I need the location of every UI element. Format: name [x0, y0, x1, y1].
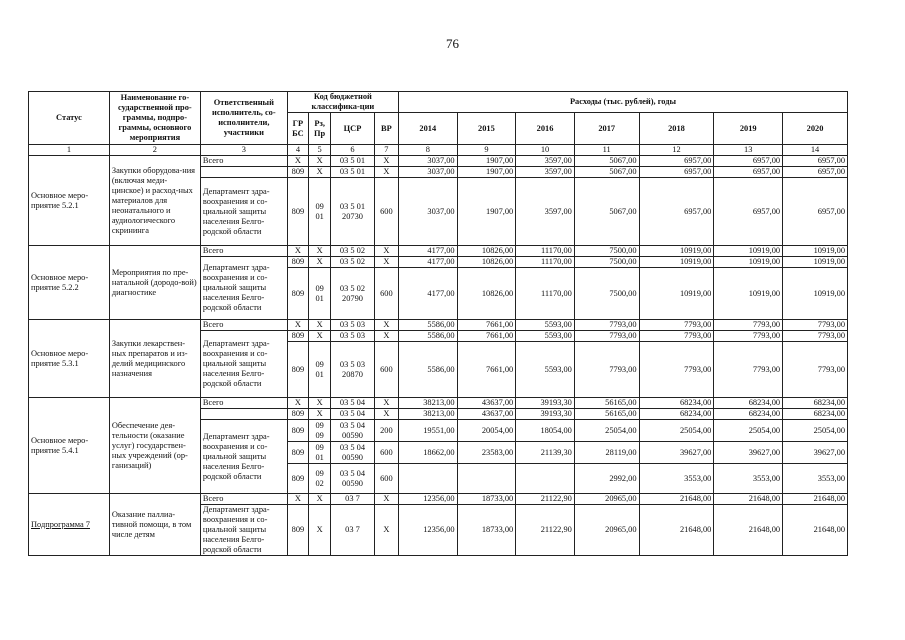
responsible-cell: [200, 409, 287, 420]
grbs-cell: 809: [287, 505, 308, 556]
amount-cell: 39627,00: [783, 442, 848, 464]
column-number: 6: [331, 145, 374, 156]
amount-cell: 7793,00: [574, 331, 639, 342]
column-number: 11: [574, 145, 639, 156]
amount-cell: 10919,00: [714, 246, 783, 257]
rzpr-cell: 09 01: [309, 442, 331, 464]
header-year: 2014: [398, 113, 457, 145]
amount-cell: 5586,00: [398, 320, 457, 331]
header-responsible: Ответственный исполнитель, со-исполнители, участники: [200, 92, 287, 145]
amount-cell: 10919,00: [639, 257, 714, 268]
amount-cell: 56165,00: [574, 409, 639, 420]
responsible-cell: Департамент здра-воохранения и со-циальной защиты населения Белго-родской области: [200, 420, 287, 494]
csr-cell: 03 5 04: [331, 398, 374, 409]
rzpr-cell: X: [309, 409, 331, 420]
vr-cell: X: [374, 246, 398, 257]
vr-cell: 600: [374, 342, 398, 398]
rzpr-cell: X: [309, 331, 331, 342]
vr-cell: 600: [374, 442, 398, 464]
amount-cell: 18733,00: [457, 494, 516, 505]
amount-cell: 4177,00: [398, 257, 457, 268]
table-body: [29, 156, 848, 556]
header-rzpr: Рз, Пр: [309, 113, 331, 145]
amount-cell: 7793,00: [714, 331, 783, 342]
responsible-cell: Департамент здра-воохранения и со-циальной защиты населения Белго-родской области: [200, 257, 287, 320]
rzpr-cell: 09 02: [309, 464, 331, 494]
table-row: [29, 246, 848, 257]
rzpr-cell: 09 01: [309, 268, 331, 320]
amount-cell: 5586,00: [398, 331, 457, 342]
csr-cell: 03 5 01: [331, 156, 374, 167]
amount-cell: 68234,00: [783, 398, 848, 409]
amount-cell: 10919,00: [783, 246, 848, 257]
amount-cell: 20054,00: [457, 420, 516, 442]
amount-cell: 6957,00: [783, 178, 848, 246]
column-number-row: [29, 145, 848, 156]
rzpr-cell: X: [309, 494, 331, 505]
grbs-cell: 809: [287, 420, 308, 442]
rzpr-cell: X: [309, 398, 331, 409]
header-year: 2017: [574, 113, 639, 145]
amount-cell: 10826,00: [457, 268, 516, 320]
amount-cell: 12356,00: [398, 494, 457, 505]
rzpr-cell: 09 01: [309, 342, 331, 398]
header-status: Статус: [29, 92, 110, 145]
amount-cell: 7500,00: [574, 257, 639, 268]
amount-cell: [398, 464, 457, 494]
grbs-cell: 809: [287, 178, 308, 246]
table-row: [29, 398, 848, 409]
csr-cell: 03 5 03 20870: [331, 342, 374, 398]
header-year: 2015: [457, 113, 516, 145]
amount-cell: [457, 464, 516, 494]
amount-cell: 21648,00: [639, 494, 714, 505]
amount-cell: 25054,00: [639, 420, 714, 442]
amount-cell: 21122,90: [516, 494, 575, 505]
column-number: 5: [309, 145, 331, 156]
responsible-cell: Всего: [200, 320, 287, 331]
amount-cell: 10826,00: [457, 246, 516, 257]
grbs-cell: X: [287, 494, 308, 505]
amount-cell: 28119,00: [574, 442, 639, 464]
amount-cell: 21648,00: [714, 505, 783, 556]
column-number: 4: [287, 145, 308, 156]
amount-cell: 3037,00: [398, 156, 457, 167]
amount-cell: 3553,00: [639, 464, 714, 494]
column-number: 1: [29, 145, 110, 156]
amount-cell: 19551,00: [398, 420, 457, 442]
vr-cell: X: [374, 257, 398, 268]
amount-cell: 68234,00: [714, 398, 783, 409]
csr-cell: 03 7: [331, 505, 374, 556]
column-number: 9: [457, 145, 516, 156]
amount-cell: [516, 464, 575, 494]
amount-cell: 43637,00: [457, 409, 516, 420]
amount-cell: 68234,00: [639, 409, 714, 420]
column-number: 10: [516, 145, 575, 156]
csr-cell: 03 5 03: [331, 320, 374, 331]
amount-cell: 10919,00: [714, 257, 783, 268]
vr-cell: X: [374, 505, 398, 556]
csr-cell: 03 5 03: [331, 331, 374, 342]
grbs-cell: 809: [287, 331, 308, 342]
header-year: 2018: [639, 113, 714, 145]
program-name-cell: Закупки оборудова-ния (включая меди-цинское) и расход-ных материалов для неонатального и аудиологического скрининга: [109, 156, 200, 246]
csr-cell: 03 5 01 20730: [331, 178, 374, 246]
column-number: 8: [398, 145, 457, 156]
amount-cell: 20965,00: [574, 494, 639, 505]
amount-cell: 3553,00: [783, 464, 848, 494]
responsible-cell: Всего: [200, 246, 287, 257]
amount-cell: 5067,00: [574, 167, 639, 178]
amount-cell: 5593,00: [516, 320, 575, 331]
csr-cell: 03 5 02: [331, 246, 374, 257]
budget-table: [28, 91, 848, 556]
responsible-cell: Департамент здра-воохранения и со-циальной защиты населения Белго-родской области: [200, 505, 287, 556]
amount-cell: 18733,00: [457, 505, 516, 556]
column-number: 12: [639, 145, 714, 156]
vr-cell: X: [374, 167, 398, 178]
amount-cell: 6957,00: [783, 156, 848, 167]
amount-cell: 7793,00: [783, 320, 848, 331]
column-number: 7: [374, 145, 398, 156]
amount-cell: 10919,00: [783, 268, 848, 320]
amount-cell: 10919,00: [639, 268, 714, 320]
amount-cell: 10919,00: [639, 246, 714, 257]
amount-cell: 4177,00: [398, 268, 457, 320]
csr-cell: 03 5 01: [331, 167, 374, 178]
amount-cell: 25054,00: [714, 420, 783, 442]
rzpr-cell: X: [309, 257, 331, 268]
status-cell: Основное меро-приятие 5.2.1: [29, 156, 110, 246]
amount-cell: 68234,00: [639, 398, 714, 409]
amount-cell: 6957,00: [639, 178, 714, 246]
amount-cell: 18054,00: [516, 420, 575, 442]
grbs-cell: 809: [287, 409, 308, 420]
amount-cell: 6957,00: [639, 167, 714, 178]
amount-cell: 11170,00: [516, 246, 575, 257]
csr-cell: 03 5 04 00590: [331, 464, 374, 494]
csr-cell: 03 7: [331, 494, 374, 505]
amount-cell: 5067,00: [574, 156, 639, 167]
amount-cell: 7793,00: [639, 331, 714, 342]
header-year: 2020: [783, 113, 848, 145]
responsible-cell: Всего: [200, 494, 287, 505]
program-name-cell: Оказание паллиа-тивной помощи, в том числе детям: [109, 494, 200, 556]
amount-cell: 5586,00: [398, 342, 457, 398]
amount-cell: 3553,00: [714, 464, 783, 494]
header-year: 2016: [516, 113, 575, 145]
amount-cell: 6957,00: [783, 167, 848, 178]
amount-cell: 3597,00: [516, 167, 575, 178]
rzpr-cell: 09 01: [309, 178, 331, 246]
responsible-cell: Департамент здра-воохранения и со-циальной защиты населения Белго-родской области: [200, 331, 287, 398]
amount-cell: 21648,00: [714, 494, 783, 505]
status-cell: Подпрограмма 7: [29, 494, 110, 556]
header-csr: ЦСР: [331, 113, 374, 145]
column-number: 3: [200, 145, 287, 156]
grbs-cell: X: [287, 156, 308, 167]
amount-cell: 39627,00: [714, 442, 783, 464]
amount-cell: 5593,00: [516, 342, 575, 398]
vr-cell: X: [374, 320, 398, 331]
grbs-cell: X: [287, 398, 308, 409]
status-cell: Основное меро-приятие 5.3.1: [29, 320, 110, 398]
amount-cell: 6957,00: [639, 156, 714, 167]
rzpr-cell: X: [309, 167, 331, 178]
header-expenses: Расходы (тыс. рублей), годы: [398, 92, 847, 113]
program-name-cell: Мероприятия по пре-натальной (дородо-вой) диагностике: [109, 246, 200, 320]
amount-cell: 7793,00: [574, 342, 639, 398]
amount-cell: 21648,00: [639, 505, 714, 556]
responsible-cell: Всего: [200, 398, 287, 409]
grbs-cell: 809: [287, 442, 308, 464]
column-number: 14: [783, 145, 848, 156]
header-vr: ВР: [374, 113, 398, 145]
column-number: 13: [714, 145, 783, 156]
amount-cell: 18662,00: [398, 442, 457, 464]
responsible-cell: [200, 167, 287, 178]
amount-cell: 10919,00: [714, 268, 783, 320]
grbs-cell: 809: [287, 342, 308, 398]
column-number: 2: [109, 145, 200, 156]
amount-cell: 39193,30: [516, 409, 575, 420]
amount-cell: 7500,00: [574, 268, 639, 320]
amount-cell: 7661,00: [457, 342, 516, 398]
amount-cell: 25054,00: [783, 420, 848, 442]
amount-cell: 38213,00: [398, 409, 457, 420]
responsible-cell: Всего: [200, 156, 287, 167]
amount-cell: 39193,30: [516, 398, 575, 409]
amount-cell: 6957,00: [714, 178, 783, 246]
amount-cell: 21648,00: [783, 494, 848, 505]
rzpr-cell: X: [309, 156, 331, 167]
vr-cell: 600: [374, 178, 398, 246]
amount-cell: 4177,00: [398, 246, 457, 257]
vr-cell: 600: [374, 268, 398, 320]
amount-cell: 11170,00: [516, 268, 575, 320]
header-program-name: Наименование го-сударственной про-граммы, подпро-граммы, основного мероприятия: [109, 92, 200, 145]
amount-cell: 3037,00: [398, 167, 457, 178]
grbs-cell: 809: [287, 464, 308, 494]
amount-cell: 68234,00: [714, 409, 783, 420]
header-budget-code: Код бюджетной классифика-ции: [287, 92, 398, 113]
csr-cell: 03 5 04 00590: [331, 442, 374, 464]
amount-cell: 6957,00: [714, 156, 783, 167]
table-row: [29, 156, 848, 167]
table-row: [29, 320, 848, 331]
csr-cell: 03 5 02 20790: [331, 268, 374, 320]
amount-cell: 6957,00: [714, 167, 783, 178]
grbs-cell: 809: [287, 257, 308, 268]
amount-cell: 3597,00: [516, 156, 575, 167]
amount-cell: 3037,00: [398, 178, 457, 246]
csr-cell: 03 5 04 00590: [331, 420, 374, 442]
page-number: 76: [446, 36, 459, 51]
amount-cell: 1907,00: [457, 178, 516, 246]
csr-cell: 03 5 04: [331, 409, 374, 420]
status-cell: Основное меро-приятие 5.2.2: [29, 246, 110, 320]
rzpr-cell: X: [309, 246, 331, 257]
amount-cell: 56165,00: [574, 398, 639, 409]
amount-cell: 21648,00: [783, 505, 848, 556]
vr-cell: X: [374, 331, 398, 342]
amount-cell: 7793,00: [639, 320, 714, 331]
vr-cell: 200: [374, 420, 398, 442]
amount-cell: 3597,00: [516, 178, 575, 246]
amount-cell: 5067,00: [574, 178, 639, 246]
vr-cell: X: [374, 494, 398, 505]
vr-cell: X: [374, 398, 398, 409]
amount-cell: 10919,00: [783, 257, 848, 268]
program-name-cell: Закупки лекарствен-ных препаратов и из-делий медицинского назначения: [109, 320, 200, 398]
amount-cell: 12356,00: [398, 505, 457, 556]
amount-cell: 68234,00: [783, 409, 848, 420]
rzpr-cell: 09 09: [309, 420, 331, 442]
rzpr-cell: X: [309, 320, 331, 331]
amount-cell: 11170,00: [516, 257, 575, 268]
responsible-cell: Департамент здра-воохранения и со-циальной защиты населения Белго-родской области: [200, 178, 287, 246]
table-row: [29, 494, 848, 505]
amount-cell: 10826,00: [457, 257, 516, 268]
amount-cell: 2992,00: [574, 464, 639, 494]
amount-cell: 43637,00: [457, 398, 516, 409]
amount-cell: 5593,00: [516, 331, 575, 342]
vr-cell: X: [374, 409, 398, 420]
grbs-cell: 809: [287, 167, 308, 178]
amount-cell: 20965,00: [574, 505, 639, 556]
amount-cell: 39627,00: [639, 442, 714, 464]
grbs-cell: 809: [287, 268, 308, 320]
vr-cell: X: [374, 156, 398, 167]
grbs-cell: X: [287, 320, 308, 331]
amount-cell: 7793,00: [574, 320, 639, 331]
csr-cell: 03 5 02: [331, 257, 374, 268]
amount-cell: 25054,00: [574, 420, 639, 442]
program-name-cell: Обеспечение дея-тельности (оказание услуг) государствен-ных учреждений (ор-ганизаций): [109, 398, 200, 494]
status-cell: Основное меро-приятие 5.4.1: [29, 398, 110, 494]
amount-cell: 7793,00: [714, 320, 783, 331]
vr-cell: 600: [374, 464, 398, 494]
grbs-cell: X: [287, 246, 308, 257]
amount-cell: 1907,00: [457, 156, 516, 167]
amount-cell: 38213,00: [398, 398, 457, 409]
amount-cell: 7500,00: [574, 246, 639, 257]
amount-cell: 7793,00: [783, 331, 848, 342]
amount-cell: 7661,00: [457, 331, 516, 342]
amount-cell: 21122,90: [516, 505, 575, 556]
amount-cell: 7793,00: [714, 342, 783, 398]
amount-cell: 23583,00: [457, 442, 516, 464]
amount-cell: 7793,00: [639, 342, 714, 398]
amount-cell: 1907,00: [457, 167, 516, 178]
rzpr-cell: X: [309, 505, 331, 556]
amount-cell: 7793,00: [783, 342, 848, 398]
header-year: 2019: [714, 113, 783, 145]
amount-cell: 21139,30: [516, 442, 575, 464]
header-grbs: ГР БС: [287, 113, 308, 145]
amount-cell: 7661,00: [457, 320, 516, 331]
